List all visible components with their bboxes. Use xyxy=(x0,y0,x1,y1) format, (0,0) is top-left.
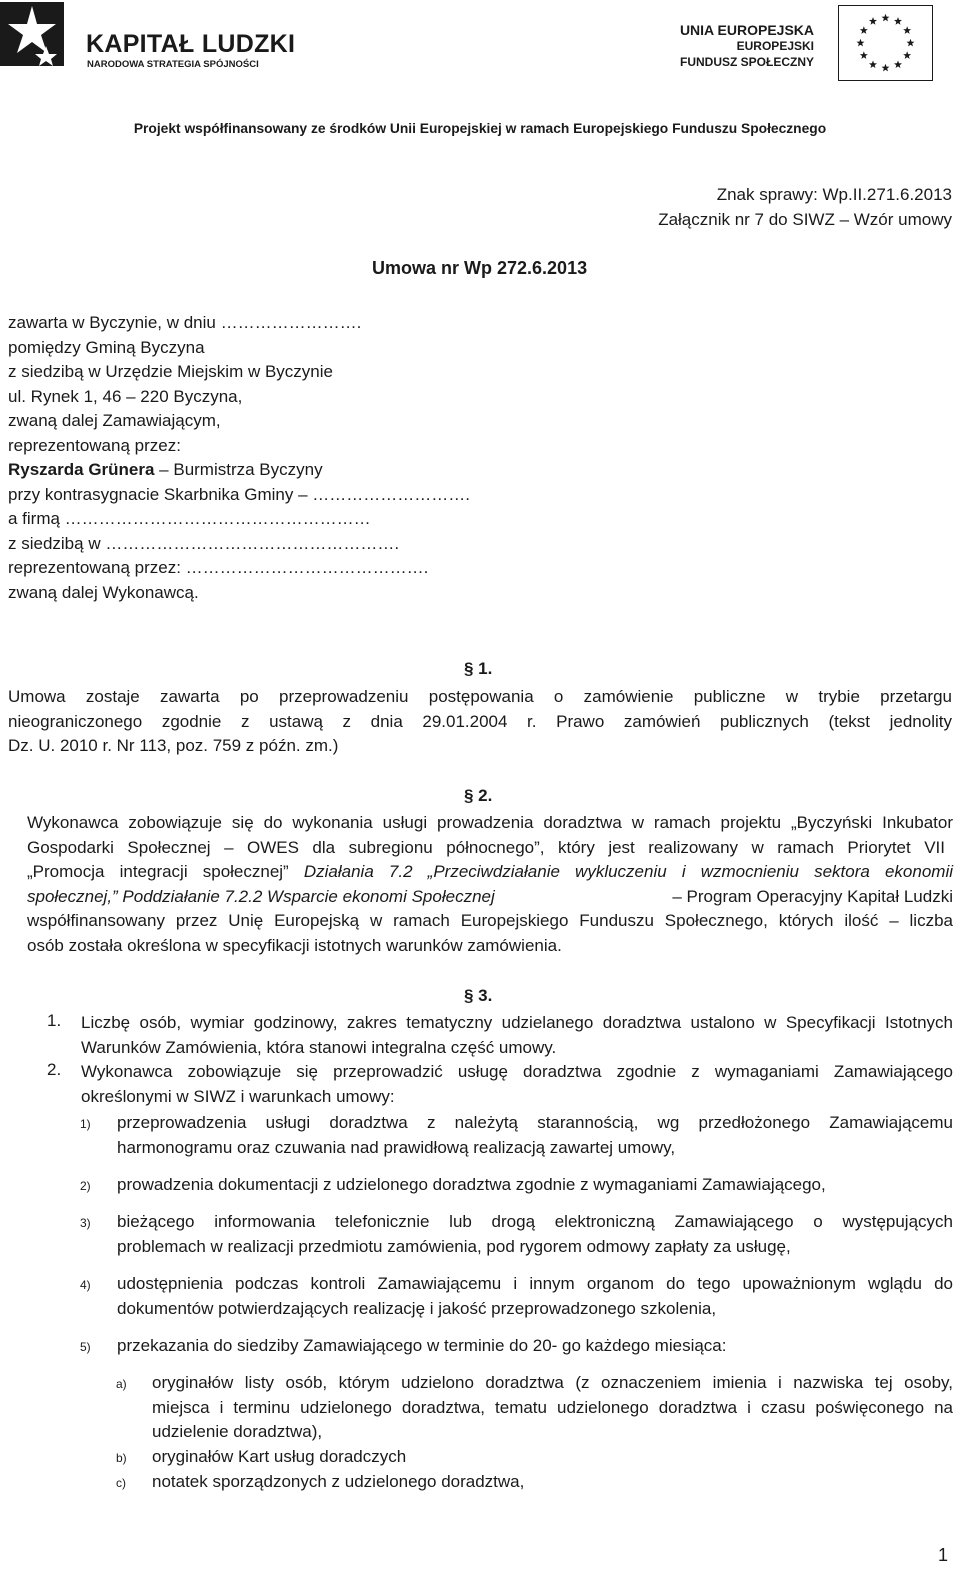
list-item-line: określonymi w SIWZ i warunkach umowy: xyxy=(81,1086,395,1106)
sublist-number: 2) xyxy=(80,1179,91,1193)
section-2-line-part: społecznej,” Poddziałanie 7.2.2 Wsparcie ekonomi Społecznej xyxy=(27,886,495,906)
sublist2-item-line: oryginałów Kart usług doradczych xyxy=(152,1447,407,1466)
section-1-line: Umowa zostaje zawarta po przeprowadzeniu postępowania o zamówienie publiczne w trybie przetargu xyxy=(8,687,952,706)
section-2-line: osób została określona w specyfikacji istotnych warunków zamówienia. xyxy=(27,935,562,955)
list-item-line: Warunków Zamówienia, która stanowi integralna część umowy. xyxy=(81,1037,557,1057)
sublist2-item-line: oryginałów listy osób, którym udzielono doradztwa (z oznaczeniem imienia i nazwiska tej osoby, xyxy=(152,1373,953,1392)
contract-title: Umowa nr Wp 272.6.2013 xyxy=(372,258,588,278)
party-line: pomiędzy Gminą Byczyna xyxy=(8,337,205,357)
project-cofinancing-note: Projekt współfinansowany ze środków Unii Europejskiej w ramach Europejskiego Funduszu Społecznego xyxy=(133,121,827,136)
sublist-number: 3) xyxy=(80,1216,91,1230)
sublist-item-line: udostępnienia podczas kontroli Zamawiającemu i innym organom do tego upoważnionym wglądu do xyxy=(117,1274,953,1293)
sublist-item-line: bieżącego informowania telefonicznie lub drogą elektroniczną Zamawiającego o występujących xyxy=(117,1212,953,1231)
sublist-item-line: prowadzenia dokumentacji z udzielonego doradztwa zgodnie z wymaganiami Zamawiającego, xyxy=(117,1175,826,1194)
party-line: reprezentowaną przez: xyxy=(8,435,181,455)
sublist2-item-line: udzielenie doradztwa), xyxy=(152,1422,323,1441)
eu-flag-icon xyxy=(838,5,933,81)
party-line: zawarta w Byczynie, w dniu ……………………. xyxy=(8,313,362,332)
list-item-line: Liczbę osób, wymiar godzinowy, zakres tematyczny udzielanego doradztwa ustalono w Specyfikacji Istotnych xyxy=(81,1013,953,1032)
case-number: Znak sprawy: Wp.II.271.6.2013 xyxy=(716,185,952,204)
section-2-line xyxy=(27,860,953,885)
section-1-line: Dz. U. 2010 r. Nr 113, poz. 759 z późn. zm.) xyxy=(8,736,339,755)
section-2-line: współfinansowany przez Unię Europejską w ramach Europejskiego Funduszu Społecznego, których ilość – liczba xyxy=(27,911,953,930)
party-line xyxy=(8,458,323,483)
section-2-line xyxy=(27,885,953,910)
party-line: z siedzibą w Urzędzie Miejskim w Byczynie xyxy=(8,362,333,381)
sublist-number: 5) xyxy=(80,1340,91,1354)
ue-line2: EUROPEJSKI xyxy=(736,39,814,53)
sublist-item-line: przekazania do siedziby Zamawiającego w terminie do 20- go każdego miesiąca: xyxy=(117,1336,727,1355)
mayor-name: Ryszarda Grünera xyxy=(8,460,155,479)
section-heading-1: § 1. xyxy=(464,659,493,678)
party-line: z siedzibą w ……………………………………………. xyxy=(8,533,400,553)
party-line: ul. Rynek 1, 46 – 220 Byczyna, xyxy=(8,386,243,406)
section-heading-2: § 2. xyxy=(464,786,493,805)
party-line: zwaną dalej Wykonawcą. xyxy=(8,582,199,602)
sublist2-letter: a) xyxy=(116,1377,127,1391)
sublist-item-line: problemach w realizacji przedmiotu zamówienia, pod rygorem odmowy zapłaty za usługę, xyxy=(117,1236,791,1256)
section-2-line-part: „Promocja integracji społecznej” xyxy=(27,862,289,881)
ue-line3: FUNDUSZ SPOŁECZNY xyxy=(679,55,814,69)
ue-logo-text xyxy=(680,22,814,70)
party-line: a firmą ……………………………………………… xyxy=(8,509,371,528)
sublist2-item-line: notatek sporządzonych z udzielonego doradztwa, xyxy=(152,1472,525,1491)
mayor-title: – Burmistrza Byczyny xyxy=(154,460,323,479)
kapital-ludzki-title: KAPITAŁ LUDZKI xyxy=(86,30,296,58)
party-line: przy kontrasygnacie Skarbnika Gminy – ………………………. xyxy=(8,484,470,504)
kapital-ludzki-logo-mark xyxy=(0,2,64,66)
sublist-item-line: przeprowadzenia usługi doradztwa z należytą starannością, wg przedłożonego Zamawiającemu xyxy=(117,1113,953,1132)
ue-line1: UNIA EUROPEJSKA xyxy=(679,22,814,38)
sublist-item-line: harmonogramu oraz czuwania nad prawidłową realizacją zawartej umowy, xyxy=(117,1137,676,1157)
party-line: reprezentowaną przez: ……………………………………. xyxy=(8,558,429,577)
page-number: 1 xyxy=(937,1545,948,1565)
section-2-line: Wykonawca zobowiązuje się do wykonania usługi prowadzenia doradztwa w ramach projektu „Byczyński Inkubator xyxy=(27,813,953,832)
section-2-line-part: Działania 7.2 „Przeciwdziałanie wykluczeniu i wzmocnieniu sektora ekonomii xyxy=(303,862,953,881)
list-item-line: Wykonawca zobowiązuje się przeprowadzić usługę doradztwa zgodnie z wymaganiami Zamawiającego xyxy=(81,1062,953,1081)
section-heading-3: § 3. xyxy=(464,986,493,1005)
sublist-number: 1) xyxy=(80,1117,91,1131)
section-2-line-part: – Program Operacyjny Kapitał Ludzki xyxy=(672,886,953,906)
sublist2-item-line: miejsca i terminu udzielonego doradztwa, tematu udzielonego doradztwa i czasu poświęconego na xyxy=(152,1397,953,1417)
section-2-line: Gospodarki Społecznej – OWES dla subregionu północnego”, który jest realizowany w ramach Priorytet VII xyxy=(27,837,945,857)
party-line: zwaną dalej Zamawiającym, xyxy=(8,411,221,430)
attachment-label: Załącznik nr 7 do SIWZ – Wzór umowy xyxy=(658,210,952,229)
list-number: 2. xyxy=(47,1060,62,1079)
sublist2-letter: c) xyxy=(116,1476,126,1490)
sublist-number: 4) xyxy=(80,1278,91,1292)
sublist2-letter: b) xyxy=(116,1451,127,1465)
kapital-ludzki-subtitle: NARODOWA STRATEGIA SPÓJNOŚCI xyxy=(87,59,259,70)
section-1-line: nieograniczonego zgodnie z ustawą z dnia 29.01.2004 r. Prawo zamówień publicznych (tekst jednolity xyxy=(8,711,952,731)
list-number: 1. xyxy=(47,1011,62,1030)
sublist-item-line: dokumentów potwierdzających realizację i jakość przeprowadzonego szkolenia, xyxy=(117,1298,717,1318)
